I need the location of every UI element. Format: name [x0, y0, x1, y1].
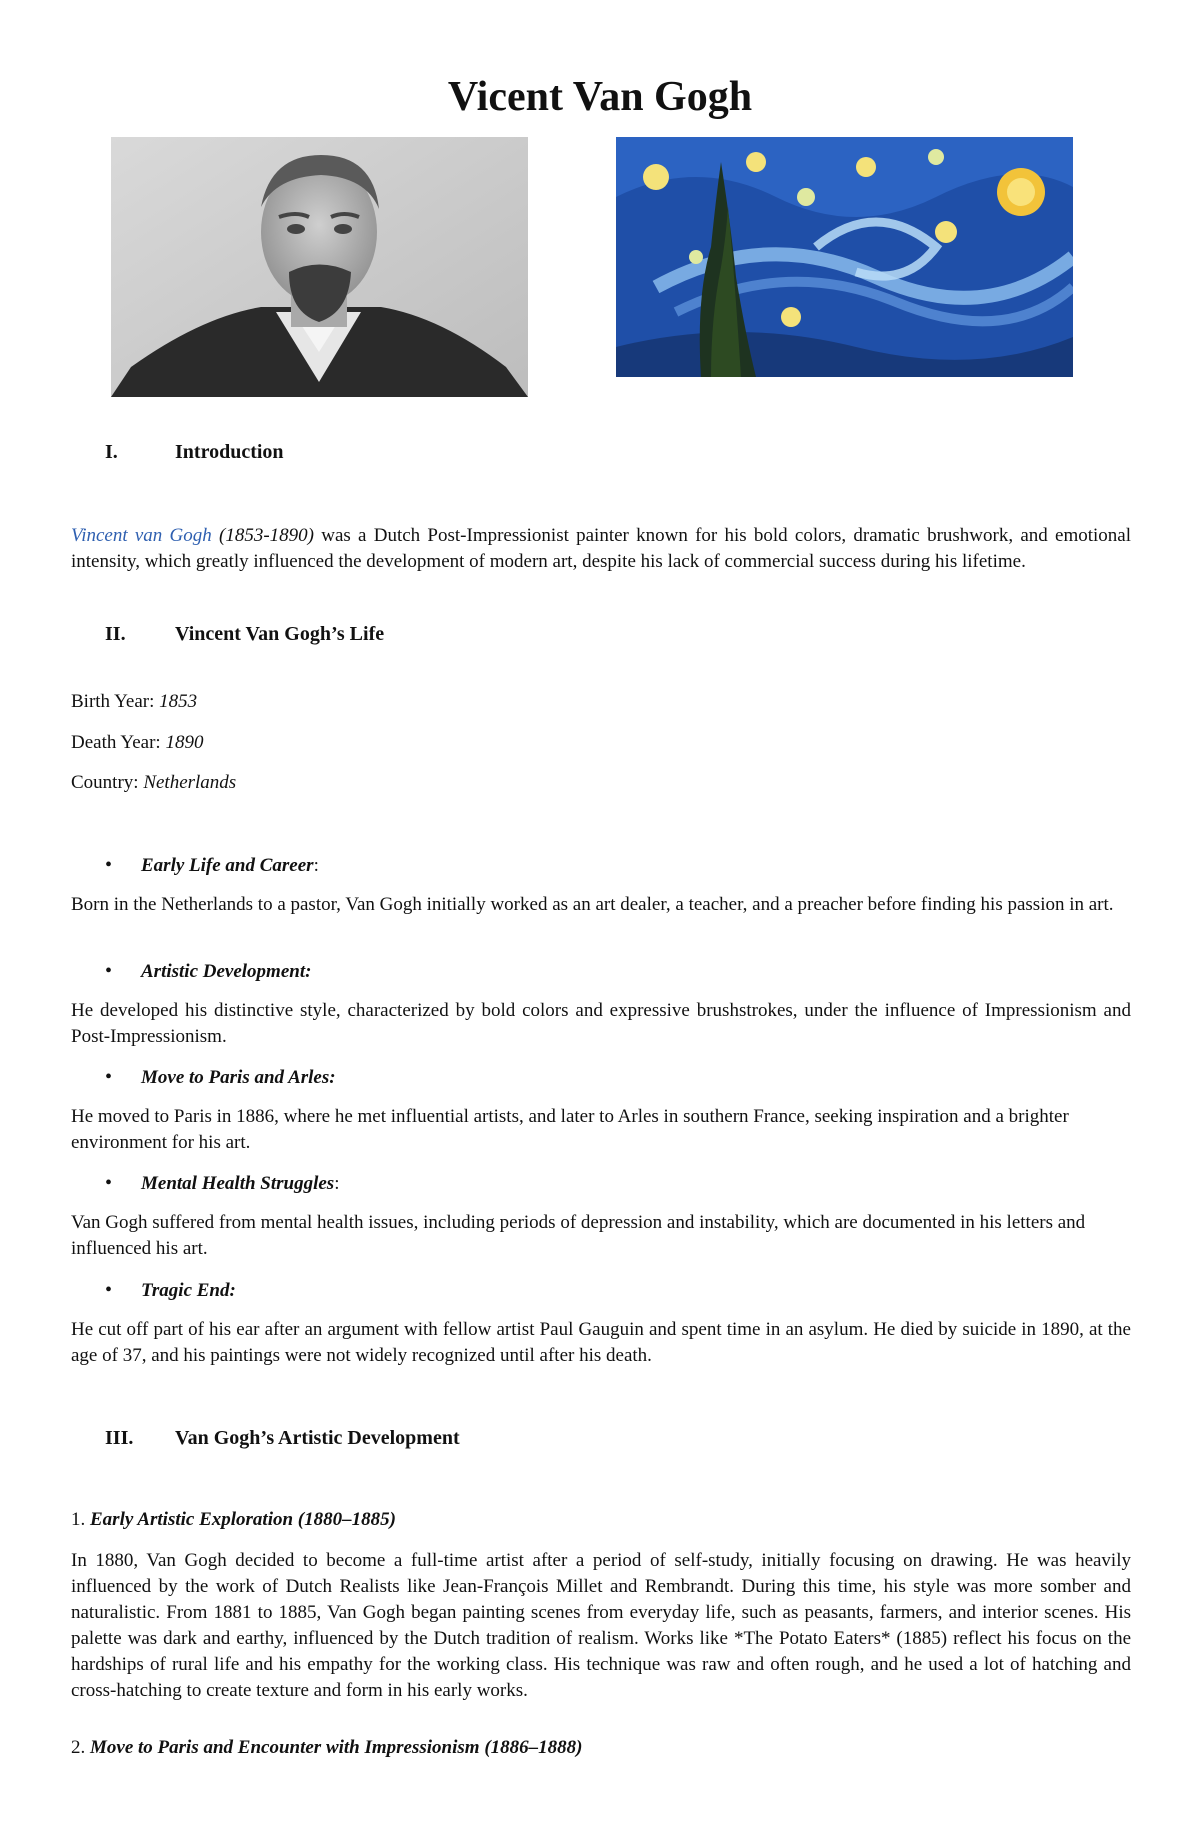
section-2-number: II.	[105, 623, 126, 645]
intro-text: was a Dutch Post-Impressionist painter known for his bold colors, dramatic brushwork, and emotional intensity, which greatly influenced the development of modern art, despite his lack of commercial success during his lifetime.	[71, 525, 1132, 572]
fact-value: 1853	[159, 691, 198, 712]
starry-night-image	[616, 137, 1073, 377]
subsection-title: Early Artistic Exploration (1880–1885)	[90, 1509, 396, 1530]
bullet-paragraph: Born in the Netherlands to a pastor, Van Gogh initially worked as an art dealer, a teacher, and a preacher before finding his passion in art.	[71, 894, 1114, 915]
fact-label: Birth Year:	[71, 691, 160, 712]
bullet-title: Tragic End:	[141, 1280, 236, 1301]
bullet-heading	[105, 958, 311, 985]
fact-birth-year	[71, 689, 197, 715]
subsection-number: 1.	[71, 1509, 90, 1530]
subsection-1-heading	[71, 1507, 396, 1533]
fact-label: Death Year:	[71, 732, 166, 753]
intro-paragraph	[71, 523, 1131, 575]
bullet-heading	[105, 1064, 336, 1091]
section-1-title: Introduction	[175, 441, 284, 463]
bullet-icon: •	[105, 854, 113, 876]
section-2-title: Vincent Van Gogh’s Life	[175, 623, 385, 645]
bullet-title: Early Life and Career	[141, 855, 314, 876]
bullet-paragraph: He cut off part of his ear after an argument with fellow artist Paul Gauguin and spent time in an asylum. He died by suicide in 1890, at the age of 37, and his paintings were not widely recognized until after his death.	[71, 1319, 1131, 1366]
intro-years: (1853-1890)	[219, 525, 315, 546]
starry-night-graphic	[616, 137, 1073, 377]
bullet-paragraph: He moved to Paris in 1886, where he met influential artists, and later to Arles in southern France, seeking inspiration and a brighter environment for his art.	[71, 1106, 1069, 1153]
portrait-image	[111, 137, 528, 397]
bullet-icon: •	[105, 960, 113, 982]
section-3-title: Van Gogh’s Artistic Development	[175, 1427, 460, 1449]
bullet-suffix: :	[334, 1173, 340, 1194]
bullet-title: Artistic Development:	[141, 961, 312, 982]
bullet-heading	[105, 852, 319, 879]
section-3-number: III.	[105, 1427, 134, 1449]
section-1-heading	[105, 439, 284, 465]
section-2-heading	[105, 621, 384, 647]
fact-country	[71, 770, 236, 796]
section-1-number: I.	[105, 441, 118, 463]
bullet-icon: •	[105, 1279, 113, 1301]
bullet-icon: •	[105, 1172, 113, 1194]
bullet-icon: •	[105, 1066, 113, 1088]
subsection-1-paragraph: In 1880, Van Gogh decided to become a full-time artist after a period of self-study, initially focusing on drawing. He was heavily influenced by the work of Dutch Realists like Jean-François Millet and Rembrandt. During this time, his style was more somber and naturalistic. From 1881 to 1885, Van Gogh began painting scenes from everyday life, such as peasants, farmers, and interior scenes. His palette was dark and earthy, influenced by the Dutch tradition of realism. Works like *The Potato Eaters* (1885) reflect his focus on the hardships of rural life and his empathy for the working class. His technique was raw and often rough, and he used a lot of hatching and cross-hatching to create texture and form in his early works.	[71, 1550, 1131, 1701]
bullet-heading	[105, 1170, 339, 1197]
bullet-paragraph: Van Gogh suffered from mental health issues, including periods of depression and instability, which are documented in his letters and influenced his art.	[71, 1212, 1086, 1259]
fact-value: 1890	[165, 732, 204, 753]
fact-label: Country:	[71, 772, 144, 793]
subsection-number: 2.	[71, 1737, 90, 1758]
fact-value: Netherlands	[143, 772, 237, 793]
bullet-suffix: :	[313, 855, 319, 876]
fact-death-year	[71, 730, 203, 756]
bullet-heading	[105, 1277, 236, 1304]
bullet-paragraph: He developed his distinctive style, characterized by bold colors and expressive brushstrokes, under the influence of Impressionism and Post-Impressionism.	[71, 1000, 1131, 1047]
bullet-title: Mental Health Struggles	[141, 1173, 335, 1194]
subsection-2-heading	[71, 1735, 582, 1761]
intro-name-link[interactable]: Vincent van Gogh	[71, 525, 212, 546]
portrait-image-graphic	[111, 137, 528, 397]
section-3-heading	[105, 1425, 460, 1451]
bullet-title: Move to Paris and Arles:	[141, 1067, 336, 1088]
subsection-title: Move to Paris and Encounter with Impressionism (1886–1888)	[90, 1737, 583, 1758]
document-title: Vicent Van Gogh	[447, 74, 753, 120]
